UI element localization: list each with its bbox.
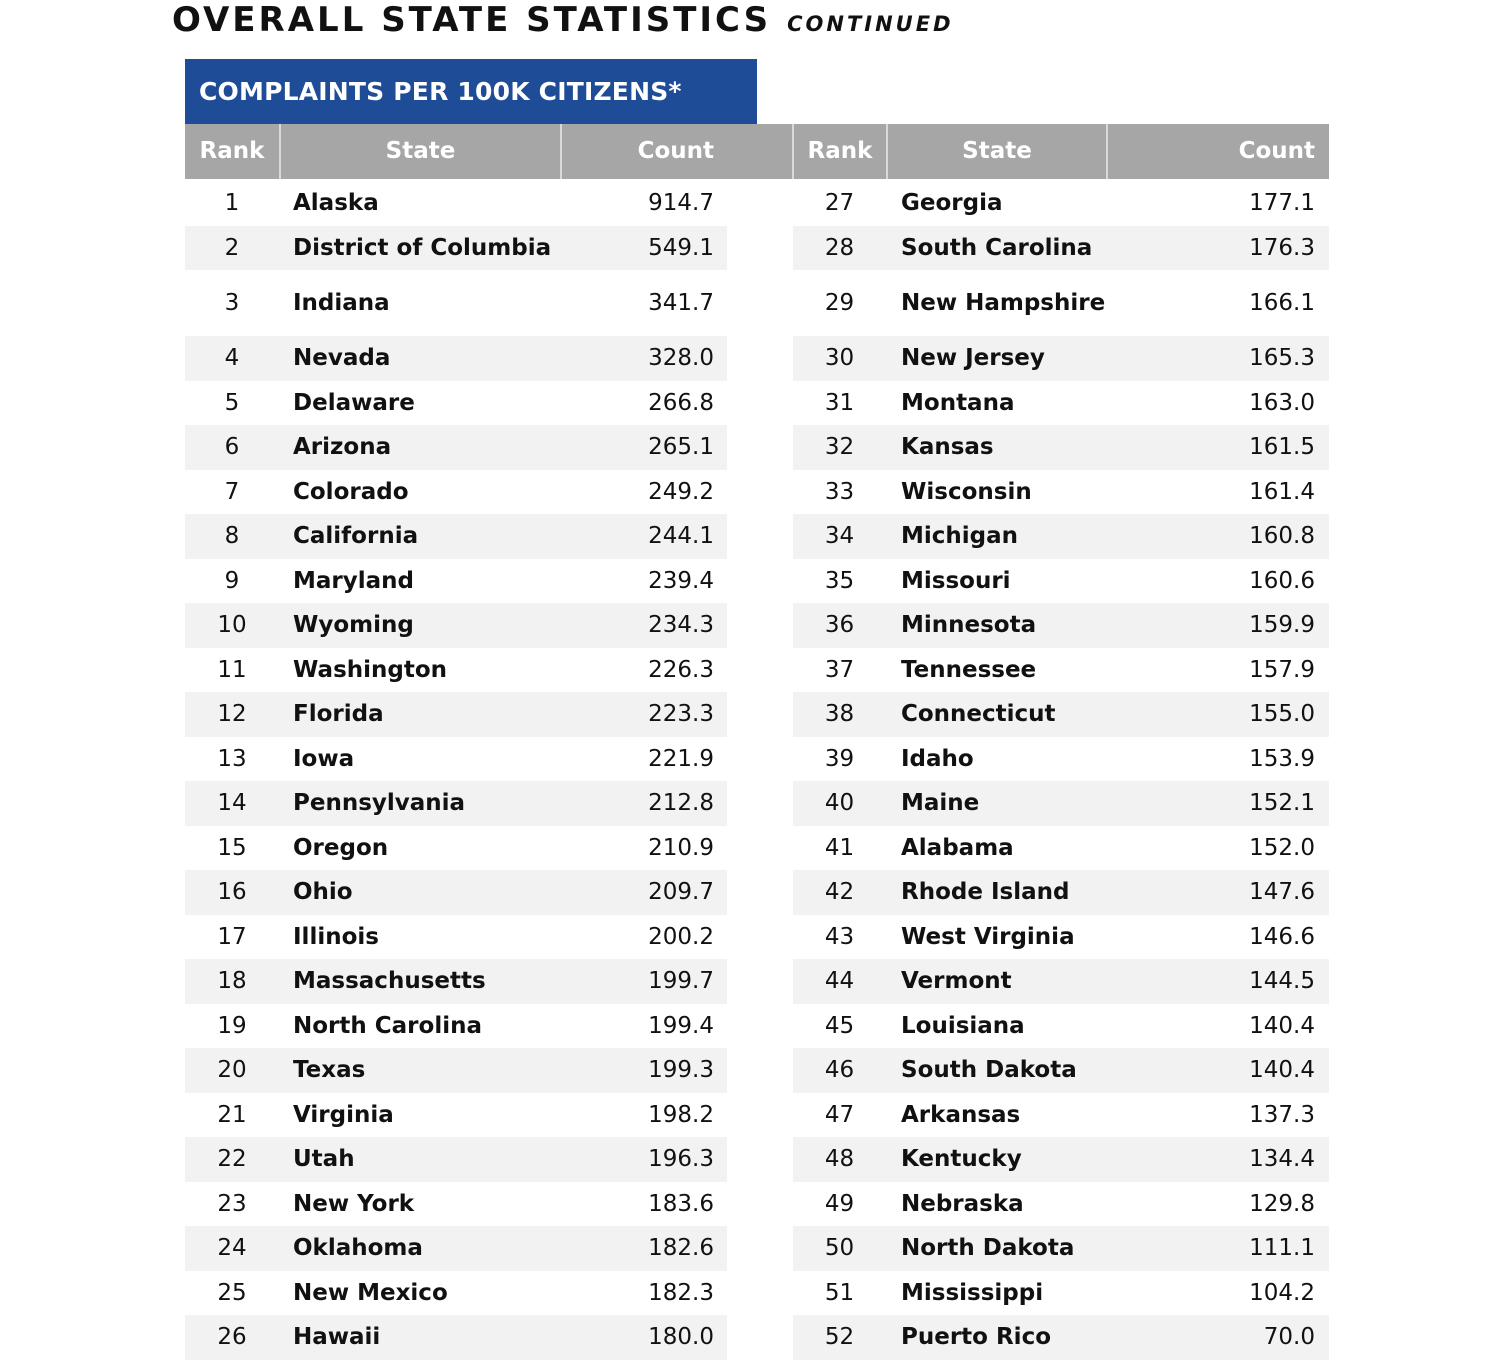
state-cell: Ohio xyxy=(293,879,353,906)
count-cell: 155.0 xyxy=(1249,701,1315,728)
count-cell: 157.9 xyxy=(1249,656,1315,683)
state-cell: Connecticut xyxy=(901,701,1056,728)
state-cell: Pennsylvania xyxy=(293,790,466,817)
rank-cell: 34 xyxy=(824,523,855,550)
rank-cell: 1 xyxy=(224,190,240,217)
count-cell: 249.2 xyxy=(648,478,714,505)
count-cell: 137.3 xyxy=(1249,1101,1315,1128)
count-cell: 198.2 xyxy=(648,1101,714,1128)
count-cell: 200.2 xyxy=(648,923,714,950)
count-cell: 152.0 xyxy=(1249,834,1315,861)
count-cell: 244.1 xyxy=(648,523,714,550)
column-header-state: State xyxy=(962,138,1032,164)
count-cell: 209.7 xyxy=(648,879,714,906)
count-cell: 239.4 xyxy=(648,567,714,594)
rank-cell: 8 xyxy=(224,523,240,550)
state-cell: Texas xyxy=(293,1057,366,1084)
count-cell: 196.3 xyxy=(648,1146,714,1173)
count-cell: 183.6 xyxy=(648,1190,714,1217)
page-title-text: OVERALL STATE STATISTICS xyxy=(172,0,772,40)
state-cell: Arkansas xyxy=(901,1101,1021,1128)
rank-cell: 14 xyxy=(217,790,247,817)
rank-cell: 40 xyxy=(824,790,855,817)
state-cell: Georgia xyxy=(901,190,1003,217)
count-cell: 234.3 xyxy=(648,612,714,639)
rank-cell: 13 xyxy=(217,745,247,772)
rank-cell: 19 xyxy=(217,1012,247,1039)
count-cell: 159.9 xyxy=(1249,612,1315,639)
count-cell: 180.0 xyxy=(648,1324,714,1351)
rank-cell: 12 xyxy=(217,701,247,728)
count-cell: 328.0 xyxy=(648,345,714,372)
rank-cell: 50 xyxy=(824,1235,855,1262)
rank-cell: 24 xyxy=(217,1235,247,1262)
count-cell: 140.4 xyxy=(1249,1057,1315,1084)
rank-cell: 36 xyxy=(824,612,855,639)
state-cell: Missouri xyxy=(901,567,1011,594)
rank-cell: 32 xyxy=(824,434,855,461)
count-cell: 182.6 xyxy=(648,1235,714,1262)
state-cell: Alaska xyxy=(293,190,379,217)
state-cell: Wisconsin xyxy=(901,478,1032,505)
count-cell: 161.5 xyxy=(1249,434,1315,461)
state-cell: South Carolina xyxy=(901,234,1093,261)
count-cell: 199.4 xyxy=(648,1012,714,1039)
rank-cell: 3 xyxy=(224,290,240,316)
state-cell: Montana xyxy=(901,389,1015,416)
state-cell: Arizona xyxy=(293,434,392,461)
rank-cell: 10 xyxy=(217,612,247,639)
state-cell: Nevada xyxy=(293,345,391,372)
rank-cell: 49 xyxy=(824,1190,855,1217)
column-header-rank: Rank xyxy=(199,138,265,164)
rank-cell: 47 xyxy=(824,1101,855,1128)
rank-cell: 30 xyxy=(824,345,855,372)
state-cell: Delaware xyxy=(293,389,415,416)
rank-cell: 17 xyxy=(217,923,247,950)
rank-cell: 33 xyxy=(824,478,855,505)
count-cell: 182.3 xyxy=(648,1279,714,1306)
count-cell: 223.3 xyxy=(648,701,714,728)
state-cell: New Mexico xyxy=(293,1279,448,1306)
count-cell: 226.3 xyxy=(648,656,714,683)
rank-cell: 7 xyxy=(224,478,240,505)
table-caption: COMPLAINTS PER 100K CITIZENS* xyxy=(185,59,757,124)
state-cell: New Jersey xyxy=(901,345,1045,372)
rank-cell: 48 xyxy=(824,1146,855,1173)
count-cell: 914.7 xyxy=(648,190,714,217)
state-cell: West Virginia xyxy=(901,923,1075,950)
count-cell: 212.8 xyxy=(648,790,714,817)
count-cell: 161.4 xyxy=(1249,478,1315,505)
rank-cell: 25 xyxy=(217,1279,247,1306)
state-cell: Maine xyxy=(901,790,980,817)
state-cell: Oklahoma xyxy=(293,1235,423,1262)
count-cell: 111.1 xyxy=(1249,1235,1315,1262)
rank-cell: 22 xyxy=(217,1146,247,1173)
state-cell: Washington xyxy=(293,656,448,683)
state-cell: Oregon xyxy=(293,834,389,861)
count-cell: 210.9 xyxy=(648,834,714,861)
rank-cell: 16 xyxy=(217,879,247,906)
rank-cell: 5 xyxy=(224,389,240,416)
rank-cell: 41 xyxy=(824,834,855,861)
rank-cell: 6 xyxy=(224,434,240,461)
count-cell: 70.0 xyxy=(1263,1324,1315,1351)
page-subtitle: CONTINUED xyxy=(787,12,954,36)
count-cell: 129.8 xyxy=(1249,1190,1315,1217)
count-cell: 146.6 xyxy=(1249,923,1315,950)
state-cell: Louisiana xyxy=(901,1012,1025,1039)
state-cell: District of Columbia xyxy=(293,234,552,261)
column-header-state: State xyxy=(385,138,456,164)
state-cell: Kansas xyxy=(901,434,994,461)
count-cell: 160.8 xyxy=(1249,523,1315,550)
state-cell: Iowa xyxy=(293,745,355,772)
rank-cell: 2 xyxy=(224,234,240,261)
column-header-count: Count xyxy=(1238,138,1315,164)
rank-cell: 35 xyxy=(824,567,855,594)
state-cell: North Carolina xyxy=(293,1012,482,1039)
state-cell: Utah xyxy=(293,1146,355,1173)
rank-cell: 28 xyxy=(824,234,855,261)
rank-cell: 43 xyxy=(824,923,855,950)
count-cell: 221.9 xyxy=(648,745,714,772)
count-cell: 152.1 xyxy=(1249,790,1315,817)
state-cell: Maryland xyxy=(293,567,414,594)
state-cell: Kentucky xyxy=(901,1146,1022,1173)
rank-cell: 18 xyxy=(217,968,247,995)
rank-cell: 21 xyxy=(217,1101,247,1128)
state-cell: Tennessee xyxy=(901,656,1037,683)
state-cell: South Dakota xyxy=(901,1057,1077,1084)
state-cell: Rhode Island xyxy=(901,879,1070,906)
rank-cell: 31 xyxy=(824,389,855,416)
state-cell: Hawaii xyxy=(293,1324,381,1351)
rank-cell: 37 xyxy=(824,656,855,683)
rank-cell: 20 xyxy=(217,1057,247,1084)
rank-cell: 23 xyxy=(217,1190,247,1217)
column-header-rank: Rank xyxy=(807,138,873,164)
state-cell: Virginia xyxy=(293,1101,394,1128)
state-cell: Colorado xyxy=(293,478,409,505)
state-cell: Alabama xyxy=(901,834,1014,861)
count-cell: 134.4 xyxy=(1249,1146,1315,1173)
rank-cell: 15 xyxy=(217,834,247,861)
state-cell: Mississippi xyxy=(901,1279,1044,1306)
rank-cell: 39 xyxy=(824,745,855,772)
count-cell: 265.1 xyxy=(648,434,714,461)
rank-cell: 42 xyxy=(824,879,855,906)
count-cell: 165.3 xyxy=(1249,345,1315,372)
state-cell: Wyoming xyxy=(293,612,414,639)
count-cell: 160.6 xyxy=(1249,567,1315,594)
rank-cell: 4 xyxy=(224,345,240,372)
state-cell: Indiana xyxy=(293,290,390,316)
count-cell: 266.8 xyxy=(648,389,714,416)
state-cell: Puerto Rico xyxy=(901,1324,1052,1351)
state-cell: Minnesota xyxy=(901,612,1037,639)
count-cell: 166.1 xyxy=(1249,290,1315,316)
state-cell: California xyxy=(293,523,419,550)
rank-cell: 9 xyxy=(224,567,240,594)
state-cell: New York xyxy=(293,1190,415,1217)
state-cell: Massachusetts xyxy=(293,968,486,995)
rank-cell: 45 xyxy=(824,1012,855,1039)
rank-cell: 29 xyxy=(824,290,855,316)
state-cell: New Hampshire xyxy=(901,290,1106,316)
count-cell: 199.7 xyxy=(648,968,714,995)
count-cell: 140.4 xyxy=(1249,1012,1315,1039)
state-cell: Vermont xyxy=(901,968,1012,995)
rank-cell: 44 xyxy=(824,968,855,995)
state-cell: North Dakota xyxy=(901,1235,1075,1262)
rank-cell: 46 xyxy=(824,1057,855,1084)
rank-cell: 52 xyxy=(824,1324,855,1351)
column-header-count: Count xyxy=(637,138,714,164)
rank-cell: 26 xyxy=(217,1324,247,1351)
count-cell: 177.1 xyxy=(1249,190,1315,217)
state-cell: Michigan xyxy=(901,523,1019,550)
page-title xyxy=(172,0,954,40)
count-cell: 199.3 xyxy=(648,1057,714,1084)
rank-cell: 27 xyxy=(824,190,855,217)
count-cell: 176.3 xyxy=(1249,234,1315,261)
state-cell: Nebraska xyxy=(901,1190,1024,1217)
count-cell: 341.7 xyxy=(648,290,714,316)
count-cell: 549.1 xyxy=(648,234,714,261)
count-cell: 153.9 xyxy=(1249,745,1315,772)
count-cell: 163.0 xyxy=(1249,389,1315,416)
count-cell: 144.5 xyxy=(1249,968,1315,995)
rank-cell: 38 xyxy=(824,701,855,728)
state-cell: Florida xyxy=(293,701,384,728)
count-cell: 147.6 xyxy=(1249,879,1315,906)
count-cell: 104.2 xyxy=(1249,1279,1315,1306)
rank-cell: 11 xyxy=(217,656,247,683)
state-cell: Illinois xyxy=(293,923,379,950)
rank-cell: 51 xyxy=(824,1279,855,1306)
state-cell: Idaho xyxy=(901,745,974,772)
